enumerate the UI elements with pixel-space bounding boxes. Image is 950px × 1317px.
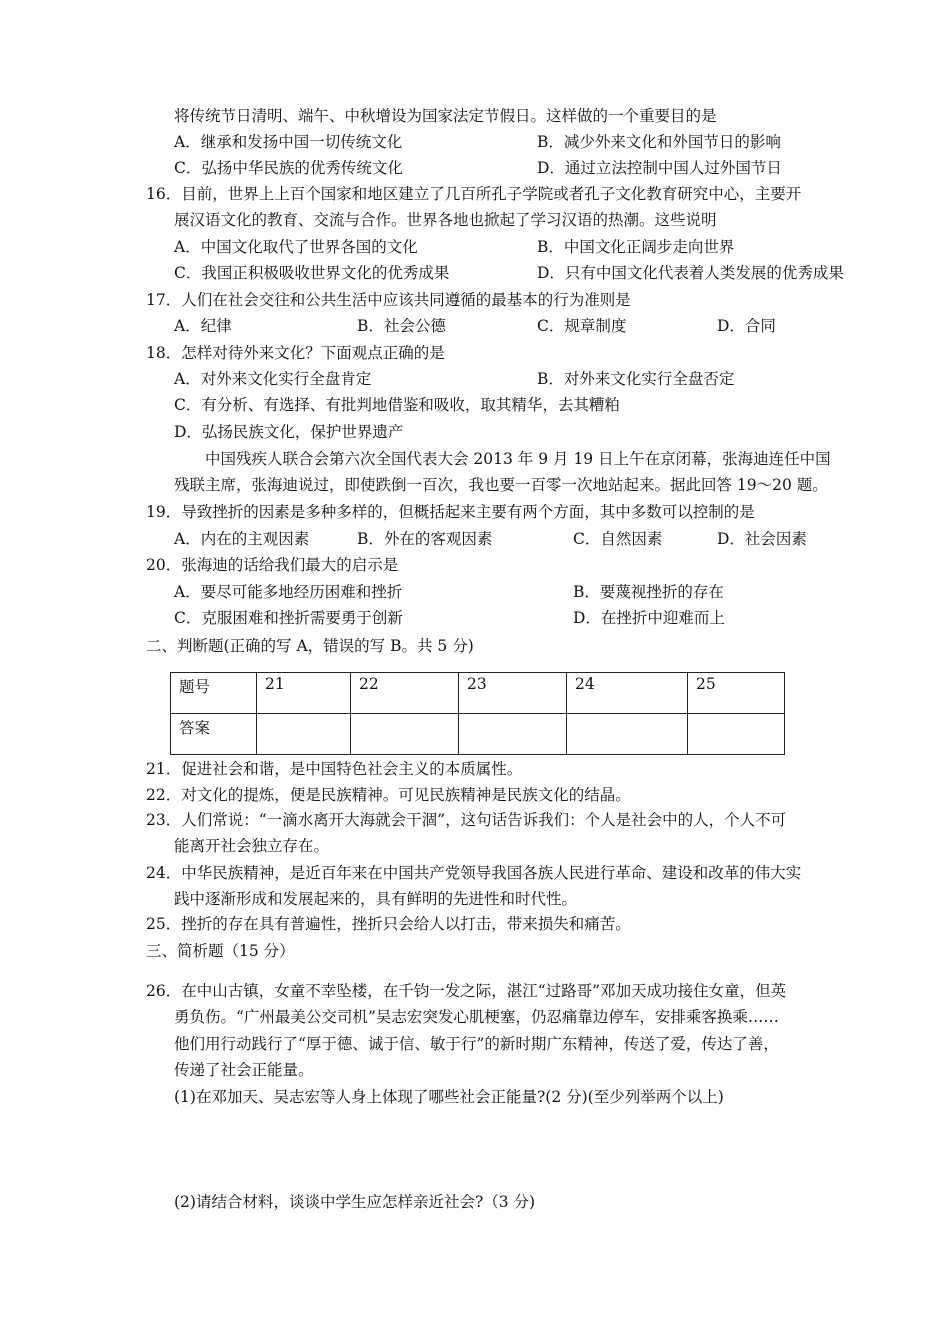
tf-item-24-line2: 践中逐渐形成和发展起来的，具有鲜明的先进性和时代性。 xyxy=(174,890,578,908)
section2-title: 二、判断题(正确的写 A，错误的写 B。共 5 分) xyxy=(146,637,474,655)
q26-sub1: (1)在邓加天、吴志宏等人身上体现了哪些社会正能量?(2 分)(至少列举两个以上) xyxy=(174,1088,724,1106)
q20-option-d: D．在挫折中迎难而上 xyxy=(573,609,725,627)
section3-title: 三、简析题（15 分） xyxy=(146,942,295,960)
answer-table xyxy=(170,672,785,755)
q16-option-d: D．只有中国文化代表着人类发展的优秀成果 xyxy=(537,264,844,282)
q20-option-c: C．克服困难和挫折需要勇于创新 xyxy=(174,609,403,627)
answer-table-cell: 24 xyxy=(567,673,688,714)
q19-option-a: A．内在的主观因素 xyxy=(174,530,310,548)
tf-item-21: 21．促进社会和谐，是中国特色社会主义的本质属性。 xyxy=(146,760,523,778)
q17-option-c: C．规章制度 xyxy=(537,317,627,335)
q26-line2: 勇负伤。“广州最美公交司机”吴志宏突发心肌梗塞，仍忍痛靠边停车，安排乘客换乘…… xyxy=(174,1008,779,1026)
q15-option-c: C．弘扬中华民族的优秀传统文化 xyxy=(174,159,403,177)
q19-stem: 19．导致挫折的因素是多种多样的，但概括起来主要有两个方面，其中多数可以控制的是 xyxy=(146,503,755,521)
q20-option-b: B．要蔑视挫折的存在 xyxy=(573,583,724,601)
q18-option-a: A．对外来文化实行全盘肯定 xyxy=(174,370,372,388)
q15-option-d: D．通过立法控制中国人过外国节日 xyxy=(537,159,782,177)
answer-blank-24[interactable] xyxy=(567,714,688,755)
q16-option-a: A．中国文化取代了世界各国的文化 xyxy=(174,238,418,256)
q26-sub2: (2)请结合材料，谈谈中学生应怎样亲近社会?（3 分) xyxy=(174,1193,536,1211)
q19-option-c: C．自然因素 xyxy=(573,530,663,548)
q26-line1: 26．在中山古镇，女童不幸坠楼，在千钧一发之际，湛江“过路哥”邓加天成功接住女童，但英 xyxy=(146,982,787,1000)
answer-table-cell: 答案 xyxy=(171,714,257,755)
q26-line4: 传递了社会正能量。 xyxy=(174,1061,314,1079)
tf-item-22: 22．对文化的提炼，便是民族精神。可见民族精神是民族文化的结晶。 xyxy=(146,786,631,804)
answer-table-cell: 题号 xyxy=(171,673,257,714)
q15-option-a: A．继承和发扬中国一切传统文化 xyxy=(174,133,403,151)
q16-stem-line1: 16．目前，世界上上百个国家和地区建立了几百所孔子学院或者孔子文化教育研究中心，主要开 xyxy=(146,185,802,203)
tf-item-23-line2: 能离开社会独立存在。 xyxy=(174,837,330,855)
q17-stem: 17．人们在社会交往和公共生活中应该共同遵循的最基本的行为准则是 xyxy=(146,291,631,309)
q26-line3: 他们用行动践行了“厚于德、诚于信、敏于行”的新时期广东精神，传送了爱，传达了善， xyxy=(174,1035,779,1053)
tf-item-24-line1: 24．中华民族精神，是近百年来在中国共产党领导我国各族人民进行革命、建设和改革的伟大实 xyxy=(146,864,802,882)
q18-option-b: B．对外来文化实行全盘否定 xyxy=(537,370,735,388)
answer-table-cell: 22 xyxy=(351,673,459,714)
answer-blank-25[interactable] xyxy=(688,714,785,755)
q17-option-b: B．社会公德 xyxy=(357,317,446,335)
q18-option-c: C．有分析、有选择、有批判地借鉴和吸收，取其精华，去其糟粕 xyxy=(174,396,620,414)
q15-stem: 将传统节日清明、端午、中秋增设为国家法定节假日。这样做的一个重要目的是 xyxy=(174,107,717,125)
q19-option-d: D．社会因素 xyxy=(717,530,807,548)
answer-table-cell: 21 xyxy=(257,673,351,714)
answer-blank-23[interactable] xyxy=(459,714,567,755)
q16-option-b: B．中国文化正阔步走向世界 xyxy=(537,238,735,256)
q16-stem-line2: 展汉语文化的教育、交流与合作。世界各地也掀起了学习汉语的热潮。这些说明 xyxy=(174,211,717,229)
tf-item-23-line1: 23．人们常说：“一滴水离开大海就会干涸”，这句话告诉我们：个人是社会中的人，个人不可 xyxy=(146,811,787,829)
material-line2: 残联主席，张海迪说过，即使跌倒一百次，我也要一百零一次地站起来。据此回答 19～20 题。 xyxy=(174,476,828,494)
answer-table-row-numbers xyxy=(171,673,785,714)
answer-blank-22[interactable] xyxy=(351,714,459,755)
q17-option-d: D．合同 xyxy=(717,317,776,335)
q18-option-d: D．弘扬民族文化，保护世界遗产 xyxy=(174,423,404,441)
q19-option-b: B．外在的客观因素 xyxy=(357,530,493,548)
answer-table-row-answers xyxy=(171,714,785,755)
q16-option-c: C．我国正积极吸收世界文化的优秀成果 xyxy=(174,264,450,282)
material-line1: 中国残疾人联合会第六次全国代表大会 2013 年 9 月 19 日上午在京闭幕，张海迪连任中国 xyxy=(205,450,831,468)
answer-table-cell: 25 xyxy=(688,673,785,714)
q18-stem: 18．怎样对待外来文化？下面观点正确的是 xyxy=(146,344,445,362)
answer-table-cell: 23 xyxy=(459,673,567,714)
q15-option-b: B．减少外来文化和外国节日的影响 xyxy=(537,133,781,151)
q17-option-a: A．纪律 xyxy=(174,317,232,335)
q20-stem: 20．张海迪的话给我们最大的启示是 xyxy=(146,556,399,574)
answer-blank-21[interactable] xyxy=(257,714,351,755)
tf-item-25: 25．挫折的存在具有普遍性，挫折只会给人以打击，带来损失和痛苦。 xyxy=(146,915,631,933)
q20-option-a: A．要尽可能多地经历困难和挫折 xyxy=(174,583,403,601)
